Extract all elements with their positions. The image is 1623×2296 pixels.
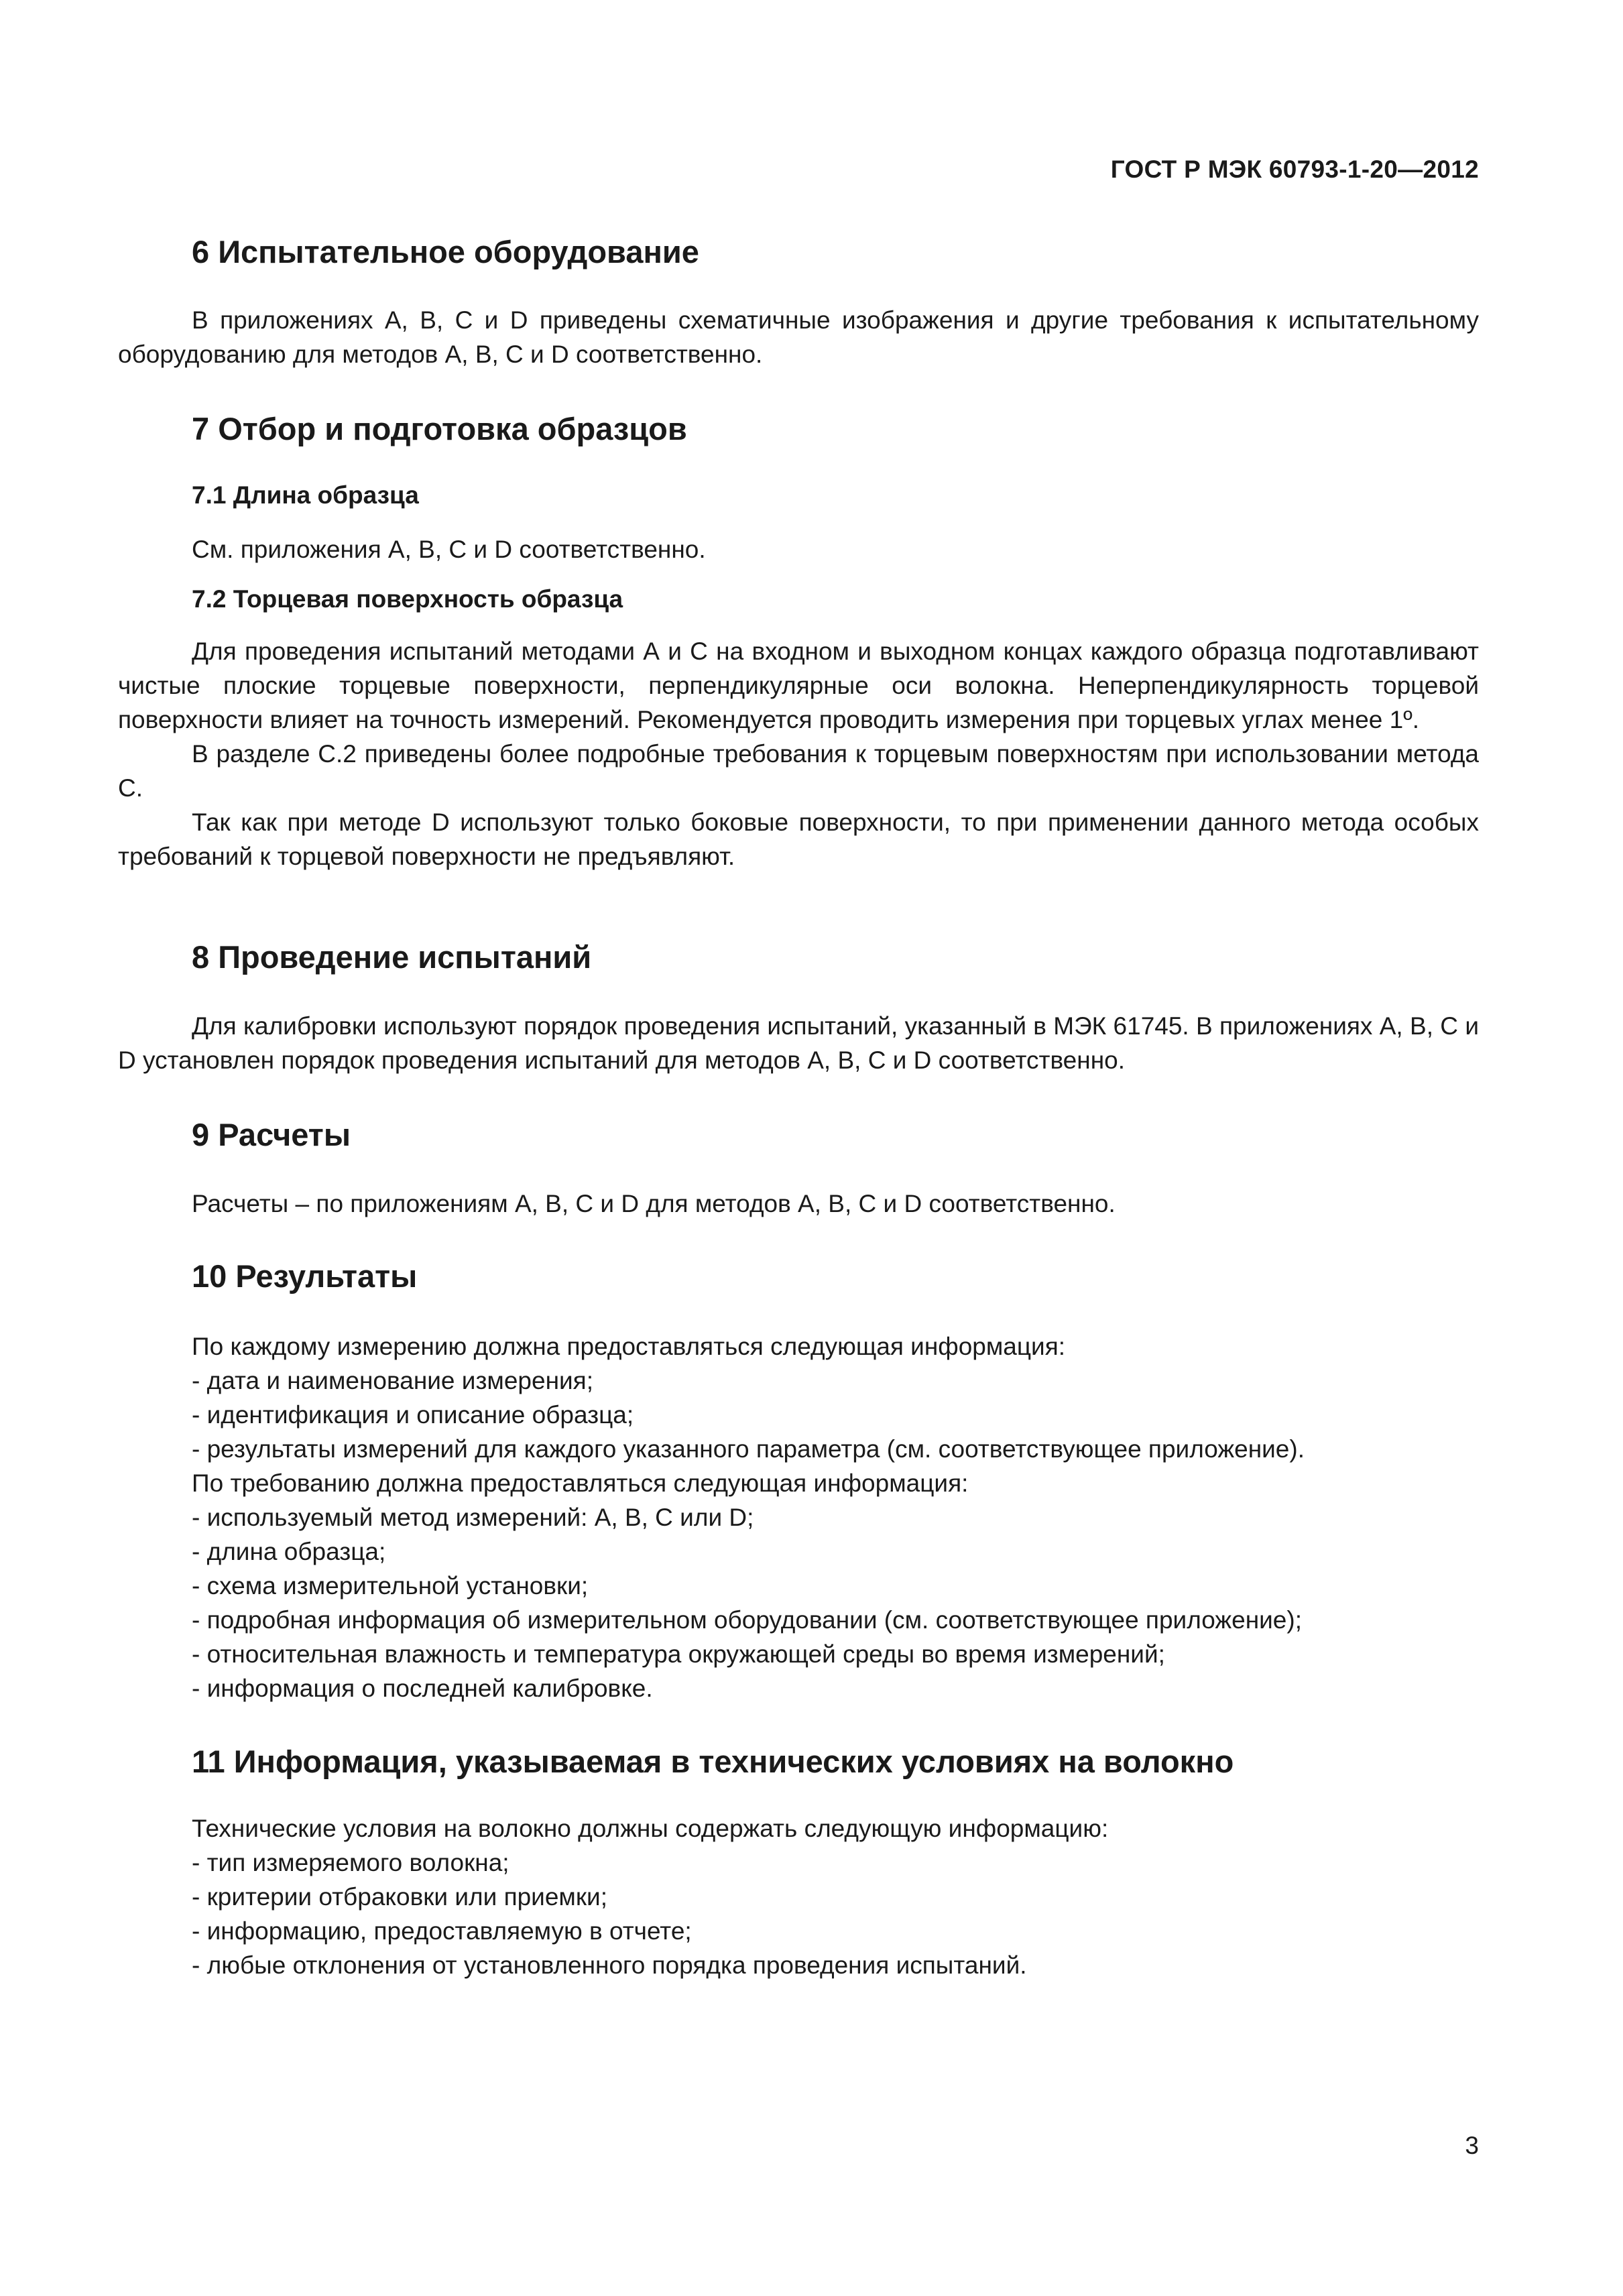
list-item: - критерии отбраковки или приемки; [192, 1883, 608, 1911]
list-item: Технические условия на волокно должны содержать следующую информацию: [192, 1815, 1109, 1842]
section-9-body [118, 1187, 1479, 1221]
section-10-title: 10 Результаты [192, 1258, 418, 1294]
subsection-7-1-title: 7.1 Длина образца [192, 481, 419, 509]
list-item: По каждому измерению должна предоставляться следующая информация: [192, 1333, 1066, 1360]
section-6-body [118, 303, 1479, 371]
section-6-paragraph: В приложениях А, В, С и D приведены схематичные изображения и другие требования к испытательному оборудованию для методов А, В, С и D соответственно. [118, 306, 1479, 368]
subsection-7-1-paragraph: См. приложения А, В, С и D соответственно. [192, 536, 706, 563]
section-6-title: 6 Испытательное оборудование [192, 234, 699, 269]
list-item: - подробная информация об измерительном оборудовании (см. соответствующее приложение); [192, 1606, 1302, 1634]
list-item: - используемый метод измерений: А, В, С или D; [192, 1504, 754, 1531]
list-item: - относительная влажность и температура окружающей среды во время измерений; [192, 1640, 1165, 1668]
list-item: - идентификация и описание образца; [192, 1401, 634, 1429]
section-9-paragraph: Расчеты – по приложениям А, В, С и D для методов А, В, С и D соответственно. [192, 1190, 1116, 1217]
list-item: - схема измерительной установки; [192, 1572, 589, 1599]
list-item: - длина образца; [192, 1538, 386, 1565]
section-8-title: 8 Проведение испытаний [192, 939, 592, 975]
list-item: - тип измеряемого волокна; [192, 1849, 509, 1876]
section-9-title: 9 Расчеты [192, 1117, 351, 1152]
section-8-body [118, 1009, 1479, 1077]
list-item: - любые отклонения от установленного порядка проведения испытаний. [192, 1951, 1027, 1979]
page-number: 3 [1465, 2132, 1479, 2159]
subsection-7-2-paragraph-1: Для проведения испытаний методами А и С на входном и выходном концах каждого образца подготавливают чистые плоские торцевые поверхности, перпендикулярные оси волокна. Неперпендикулярность торцевой поверхности влияет на точность измерений. Рекомендуется проводить измерения при торцевых углах менее 1º. [118, 638, 1479, 733]
subsection-7-2-paragraph-2: В разделе С.2 приведены более подробные требования к торцевым поверхностям при использовании метода С. [118, 740, 1479, 802]
list-item: - дата и наименование измерения; [192, 1367, 593, 1394]
document-page [118, 0, 1479, 2296]
list-item: - информация о последней калибровке. [192, 1675, 653, 1702]
section-11-title: 11 Информация, указываемая в технических условиях на волокно [192, 1744, 1234, 1779]
subsection-7-1-body [118, 532, 1479, 566]
section-10-list [192, 1329, 1479, 1705]
subsection-7-2-title: 7.2 Торцевая поверхность образца [192, 585, 623, 613]
list-item: По требованию должна предоставляться следующая информация: [192, 1469, 969, 1497]
section-11-list [192, 1811, 1479, 1982]
section-7-title: 7 Отбор и подготовка образцов [192, 411, 687, 446]
list-item: - результаты измерений для каждого указанного параметра (см. соответствующее приложение). [192, 1435, 1305, 1463]
subsection-7-2-body [118, 634, 1479, 873]
subsection-7-2-paragraph-3: Так как при методе D используют только боковые поверхности, то при применении данного метода особых требований к торцевой поверхности не предъявляют. [118, 808, 1479, 870]
document-code: ГОСТ Р МЭК 60793-1-20—2012 [1110, 156, 1479, 183]
list-item: - информацию, предоставляемую в отчете; [192, 1917, 692, 1945]
section-8-paragraph: Для калибровки используют порядок проведения испытаний, указанный в МЭК 61745. В приложениях А, В, С и D установлен порядок проведения испытаний для методов А, В, С и D соответственно. [118, 1012, 1479, 1074]
